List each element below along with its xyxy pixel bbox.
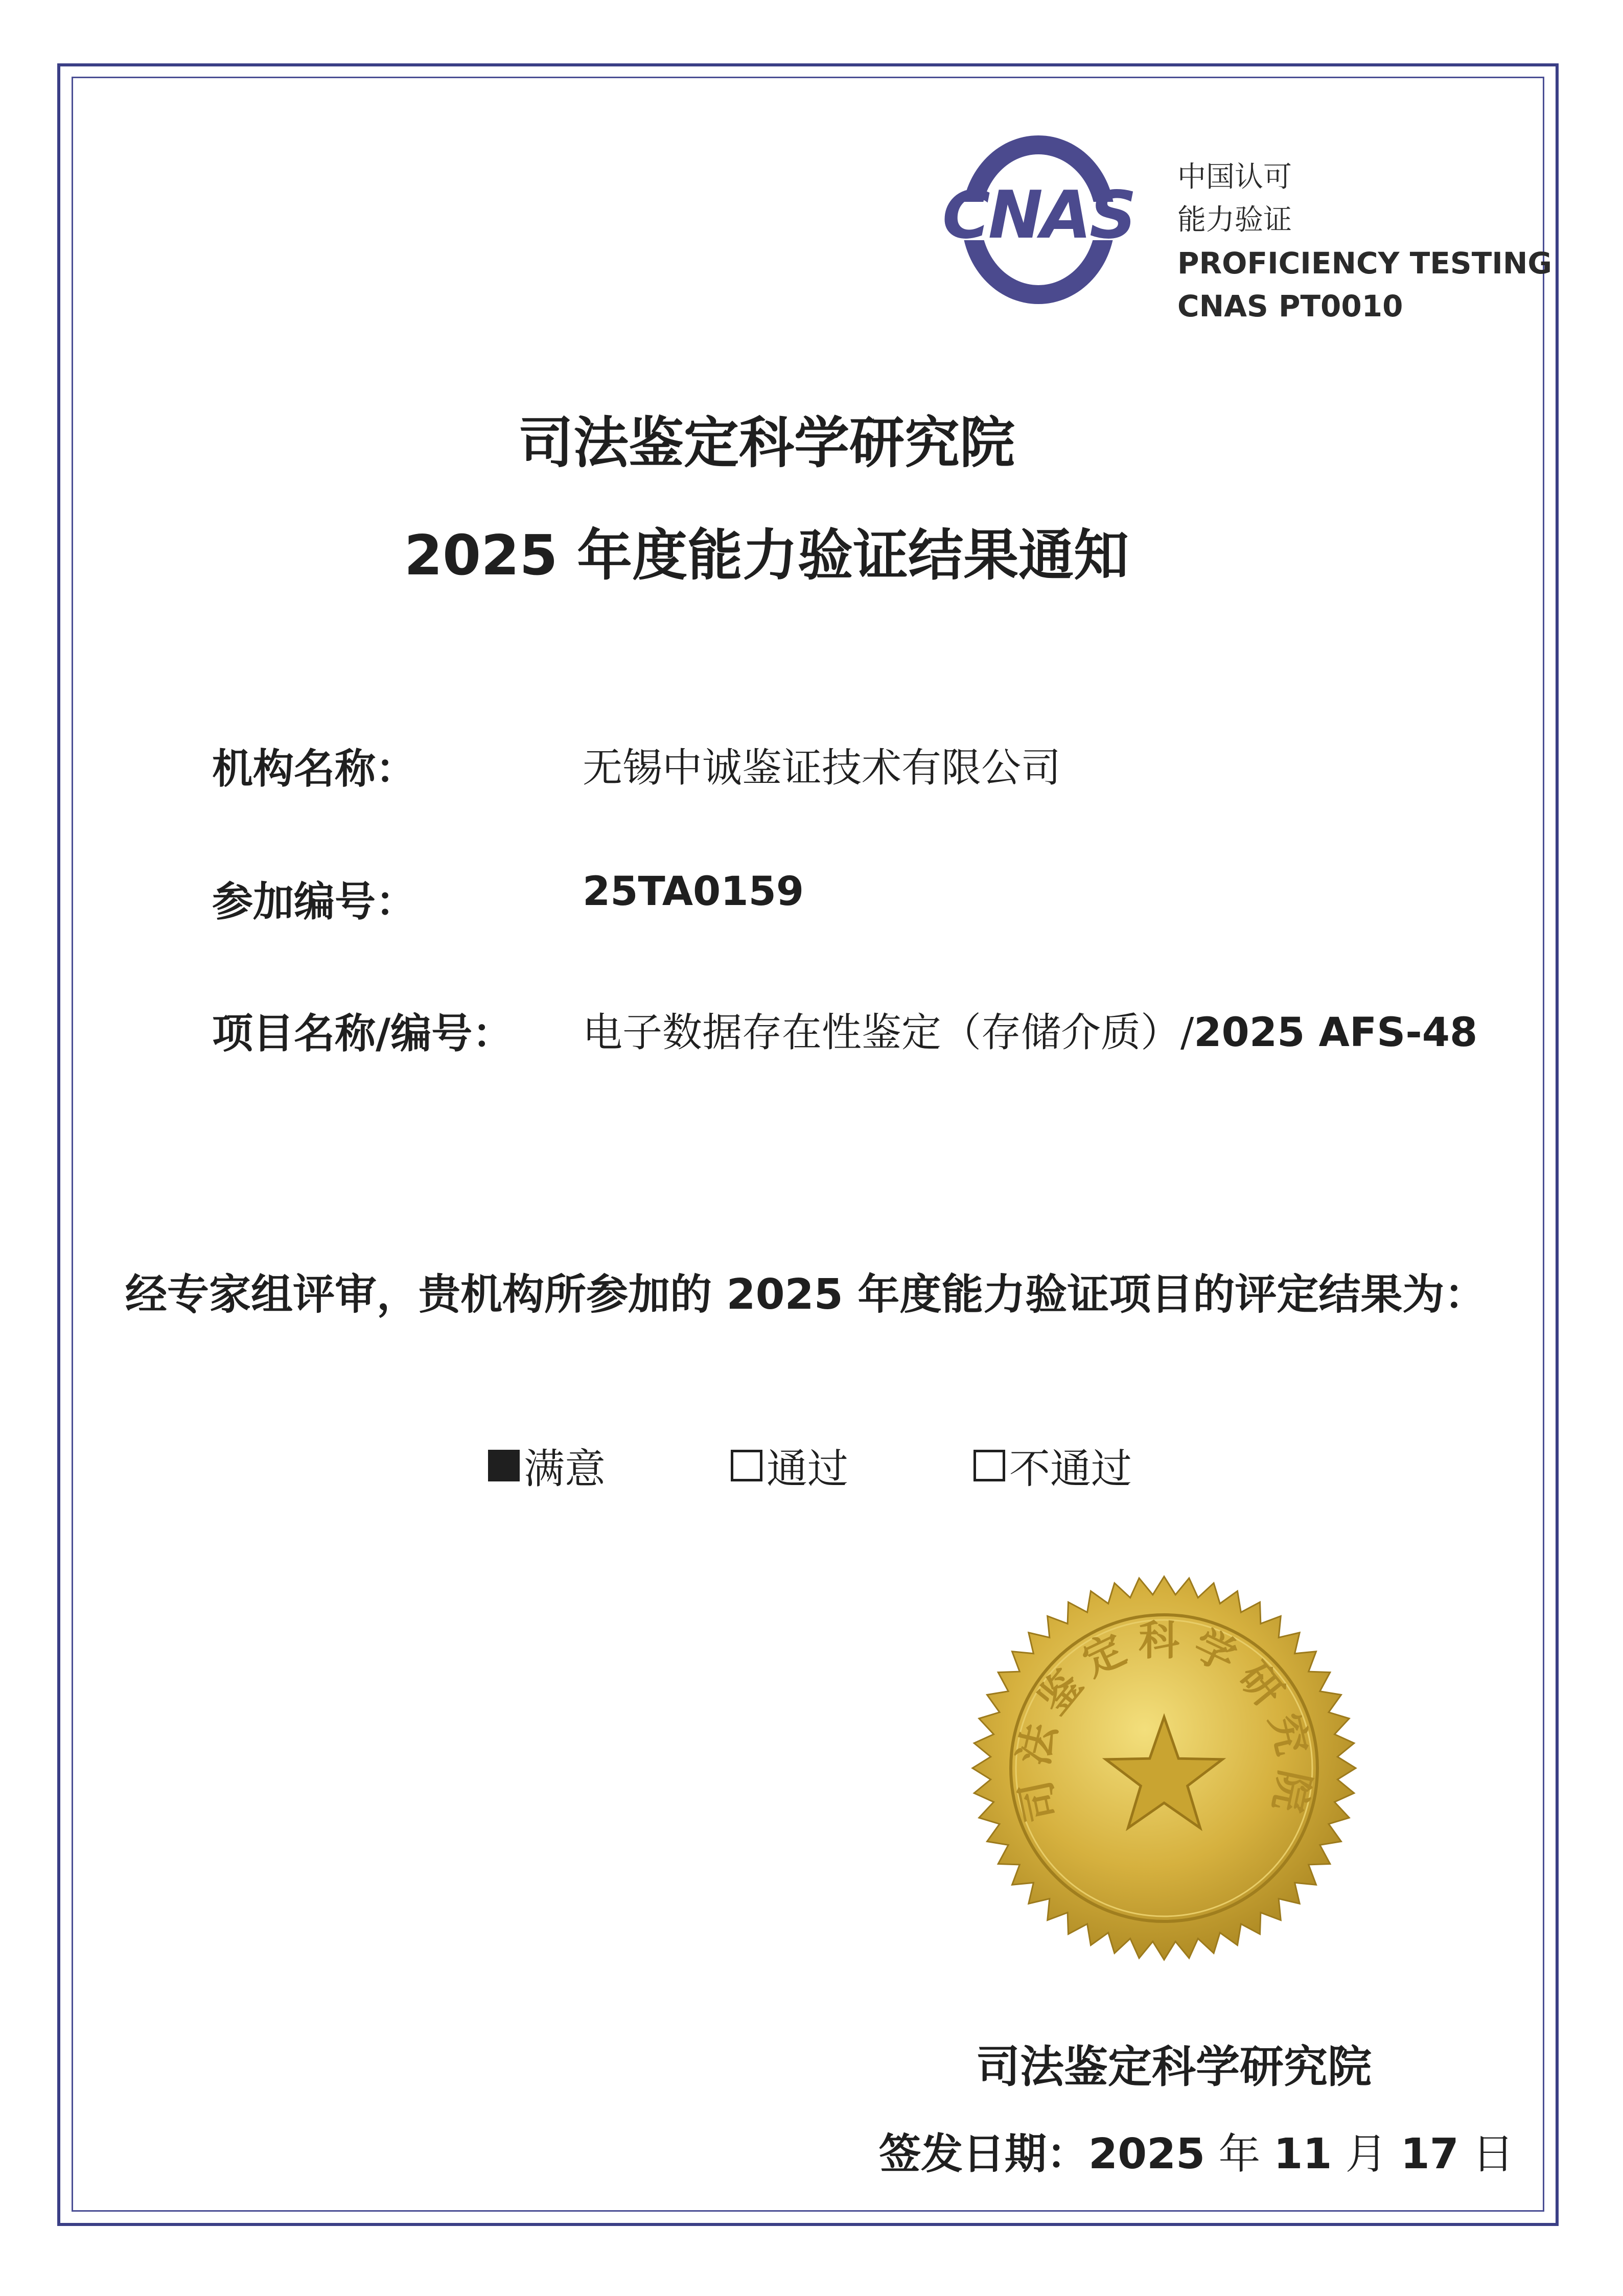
result-option-label: 不通过 xyxy=(1009,1445,1132,1493)
result-option-satisfactory xyxy=(488,1436,606,1495)
notice-title: 2025 年度能力验证结果通知 xyxy=(404,524,1129,588)
cnas-logo xyxy=(924,125,1153,314)
project-label: 项目名称/编号： xyxy=(212,1010,514,1057)
issue-date xyxy=(879,2121,1514,2181)
org-name-value: 无锡中诚鉴证技术有限公司 xyxy=(583,745,1061,791)
result-option-label: 满意 xyxy=(524,1445,606,1493)
issue-year: 2025 xyxy=(1088,2130,1205,2178)
logo-line-accreditation: 中国认可 xyxy=(1177,160,1292,194)
day-unit: 日 xyxy=(1472,2130,1514,2178)
cnas-mark-text: CNAS xyxy=(942,177,1135,253)
logo-line-proficiency-en: PROFICIENCY TESTING xyxy=(1177,246,1552,281)
institute-title: 司法鉴定科学研究院 xyxy=(518,411,1015,475)
month-unit: 月 xyxy=(1345,2130,1387,2178)
project-code: 2025 AFS-48 xyxy=(1194,1010,1478,1056)
result-option-pass xyxy=(731,1436,848,1495)
project-name: 电子数据存在性鉴定（存储介质）/ xyxy=(583,1010,1194,1056)
participant-number-value: 25TA0159 xyxy=(583,869,804,915)
logo-line-pt-number: CNAS PT0010 xyxy=(1177,289,1403,323)
logo-line-proficiency-cn: 能力验证 xyxy=(1177,203,1292,237)
seal-text: 司法鉴定科学研究院 xyxy=(1009,1616,1319,1826)
cnas-logo-icon xyxy=(924,125,1153,314)
cnas-logo-caption xyxy=(1177,156,1552,328)
participant-number-label: 参加编号： xyxy=(212,878,416,925)
result-option-label: 通过 xyxy=(767,1445,848,1493)
project-value xyxy=(583,1001,1477,1058)
issuer-name: 司法鉴定科学研究院 xyxy=(976,2042,1372,2093)
issue-month: 11 xyxy=(1273,2130,1332,2178)
issue-date-label: 签发日期： xyxy=(879,2130,1089,2178)
evaluation-statement: 经专家组评审，贵机构所参加的 2025 年度能力验证项目的评定结果为： xyxy=(125,1270,1487,1319)
institute-seal xyxy=(970,1574,1358,1962)
unchecked-box-icon xyxy=(731,1450,762,1481)
year-unit: 年 xyxy=(1218,2130,1261,2178)
issue-day: 17 xyxy=(1400,2130,1459,2178)
org-name-label: 机构名称： xyxy=(212,745,416,793)
result-option-fail xyxy=(973,1436,1132,1495)
checked-box-icon xyxy=(488,1450,520,1481)
star-seal-icon xyxy=(970,1574,1358,1962)
unchecked-box-icon xyxy=(973,1450,1005,1481)
